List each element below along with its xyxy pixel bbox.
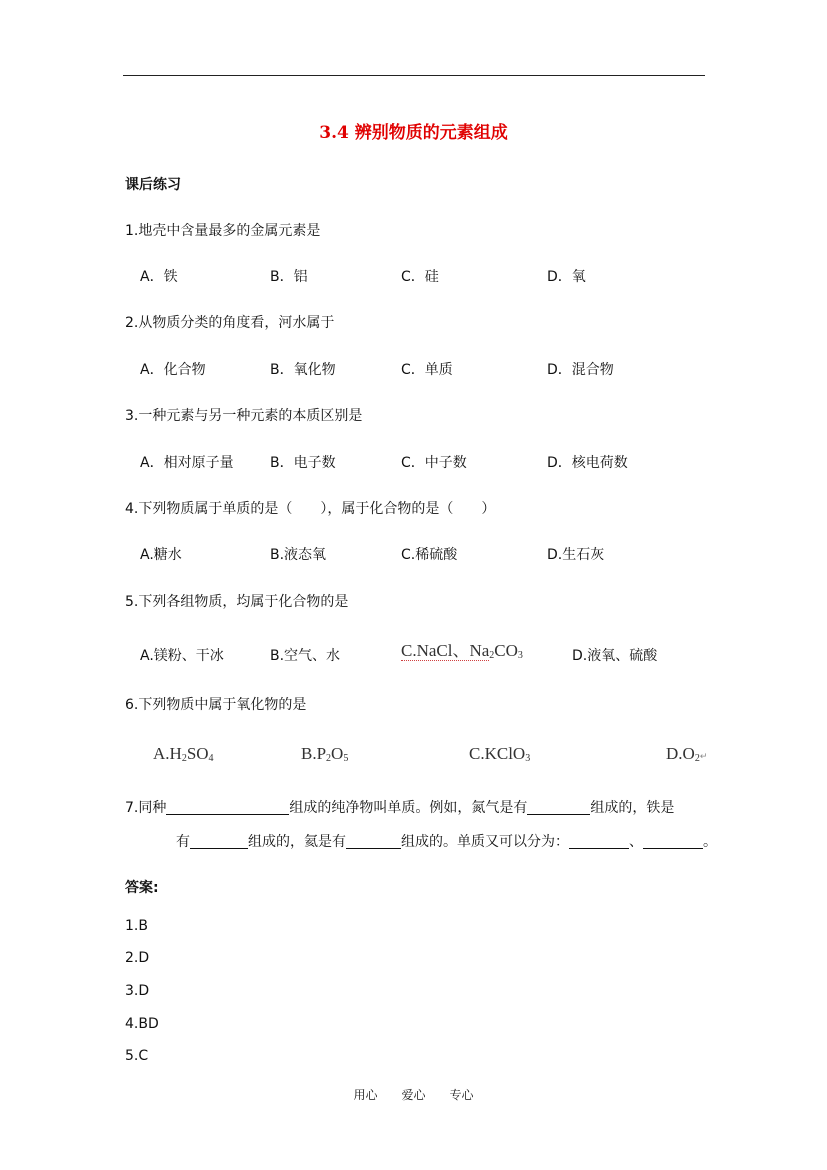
- section-answer: 答案:: [125, 880, 159, 896]
- q6-b-p2: O: [331, 744, 344, 763]
- q6-a-p2: SO: [186, 744, 209, 763]
- q4-option-c: C.稀硫酸: [401, 547, 458, 563]
- question-2: 2.从物质分类的角度看，河水属于: [125, 315, 335, 331]
- q6-option-d: [666, 744, 707, 764]
- q6-a-s1: 2: [181, 753, 187, 764]
- q7-separator: 、: [629, 834, 643, 850]
- question-3: 3.一种元素与另一种元素的本质区别是: [125, 408, 363, 424]
- q7-text-1b: 组成的纯净物叫单质。例如，氮气是有: [289, 800, 528, 816]
- q5-option-c-suffix: CO: [494, 641, 518, 660]
- section-exercise: 课后练习: [125, 177, 181, 193]
- q3-option-a: A．相对原子量: [140, 455, 234, 471]
- q7-text-1c: 组成的，铁是: [590, 800, 675, 816]
- header-rule: [123, 75, 705, 76]
- q6-d-p1: D.O: [666, 744, 695, 763]
- q6-b-s2: 5: [343, 753, 349, 764]
- page-footer: [0, 1086, 827, 1103]
- q6-a-p1: A.H: [153, 744, 182, 763]
- q4-option-d: D.生石灰: [547, 547, 605, 563]
- q4-option-b: B.液态氧: [270, 547, 327, 563]
- q1-option-b: B．铝: [270, 269, 308, 285]
- q1-option-d: D．氧: [547, 269, 586, 285]
- question-7-line-1: [125, 797, 674, 817]
- answer-4: 4.BD: [125, 1016, 159, 1032]
- q2-option-a: A．化合物: [140, 362, 206, 378]
- question-6: 6.下列物质中属于氧化物的是: [125, 697, 307, 713]
- q5-option-c-sub: 2: [489, 650, 495, 661]
- q5-option-c-sub2: 3: [517, 650, 523, 661]
- q5-option-a: A.镁粉、干冰: [140, 648, 224, 664]
- answer-5: 5.C: [125, 1048, 149, 1064]
- q6-d-s1: 2: [694, 753, 700, 764]
- q5-option-c-prefix: C.NaCl、Na: [401, 641, 490, 660]
- q3-option-c: C．中子数: [401, 455, 467, 471]
- q6-c-p1: C.KClO: [469, 744, 526, 763]
- q7-blank-2[interactable]: [527, 800, 590, 815]
- q5-option-b: B.空气、水: [270, 648, 341, 664]
- answer-1: 1.B: [125, 918, 148, 934]
- question-1: 1.地壳中含量最多的金属元素是: [125, 223, 321, 239]
- return-mark-icon: ↵: [699, 751, 708, 761]
- q7-end: 。: [703, 834, 717, 850]
- answer-2: 2.D: [125, 950, 150, 966]
- footer-item-2: 爱心: [401, 1088, 426, 1102]
- q6-option-b: [301, 744, 348, 764]
- q7-blank-1[interactable]: [166, 800, 289, 815]
- q5-option-c: [401, 636, 523, 661]
- q6-a-s2: 4: [208, 753, 214, 764]
- q4-option-a: A.糖水: [140, 547, 182, 563]
- q6-b-p1: B.P: [301, 744, 327, 763]
- q7-blank-5[interactable]: [569, 834, 629, 849]
- question-4: 4.下列物质属于单质的是（ ），属于化合物的是（ ）: [125, 501, 496, 517]
- q7-text-1a: 7.同种: [125, 800, 167, 816]
- question-7-line-2: [176, 831, 717, 851]
- q5-option-d: D.液氧、硫酸: [572, 648, 658, 664]
- q6-option-c: [469, 744, 530, 764]
- q7-text-2c: 组成的。单质又可以分为：: [401, 834, 569, 850]
- q6-c-s1: 3: [525, 753, 531, 764]
- q3-option-d: D．核电荷数: [547, 455, 628, 471]
- q6-b-s1: 2: [326, 753, 332, 764]
- q7-blank-3[interactable]: [190, 834, 248, 849]
- q1-option-c: C．硅: [401, 269, 439, 285]
- q6-option-a: [153, 744, 214, 764]
- q2-option-c: C．单质: [401, 362, 453, 378]
- question-5: 5.下列各组物质，均属于化合物的是: [125, 594, 349, 610]
- footer-item-1: 用心: [353, 1088, 378, 1102]
- q2-option-b: B．氧化物: [270, 362, 336, 378]
- answer-3: 3.D: [125, 983, 150, 999]
- q7-blank-6[interactable]: [643, 834, 703, 849]
- footer-item-3: 专心: [449, 1088, 474, 1102]
- page-title: 3.4 辨别物质的元素组成: [319, 123, 508, 143]
- q7-text-2b: 组成的，氦是有: [248, 834, 346, 850]
- q3-option-b: B．电子数: [270, 455, 336, 471]
- q7-text-2a: 有: [176, 834, 190, 850]
- q2-option-d: D．混合物: [547, 362, 614, 378]
- q1-option-a: A．铁: [140, 269, 178, 285]
- q7-blank-4[interactable]: [346, 834, 401, 849]
